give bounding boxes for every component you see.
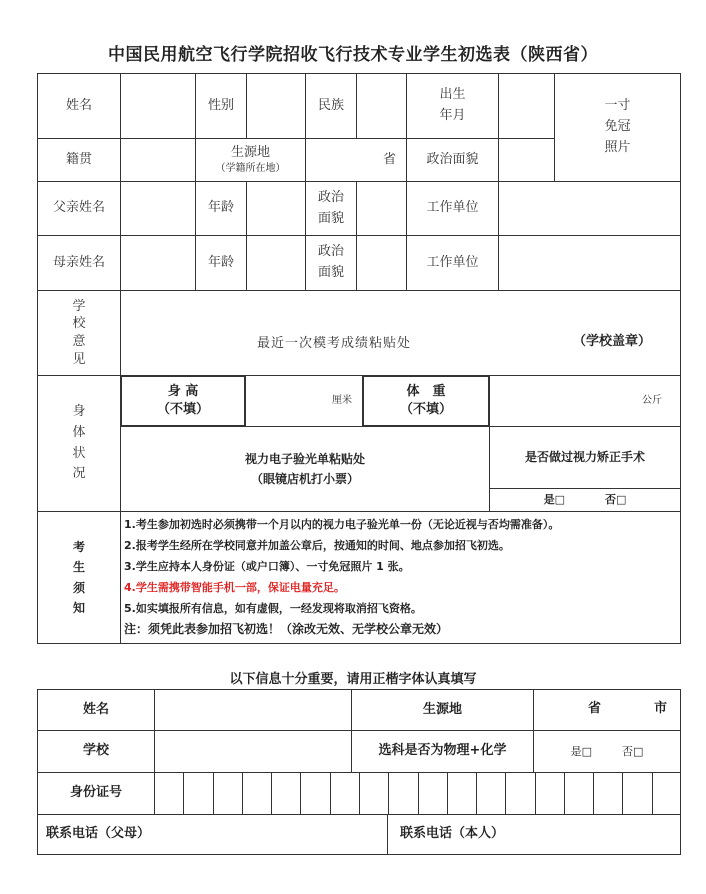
s2-name-input[interactable] [154,689,352,731]
s2-name-label-cell [37,689,155,731]
cm-unit: 厘米 [332,395,352,406]
s2-name-label: 姓名 [82,701,109,717]
id-digit-divider [593,772,594,815]
s2-subject-label: 选科是否为物理+化学 [378,743,507,759]
s2-city: 市 [654,701,668,716]
father-age-label-cell [195,181,247,236]
id-digit-divider [388,772,389,815]
ethnicity-label: 民族 [317,97,344,113]
photo-label-2: 免冠 [604,119,631,135]
mother-political-label-cell [305,235,357,291]
s2-subject-answer[interactable] [533,730,681,773]
id-digit-divider [447,772,448,815]
gender-label-cell [195,73,247,139]
height-input-cell [245,375,363,427]
birth-label-2: 年月 [439,108,466,123]
source-note: （学籍所在地） [215,162,286,174]
id-digit-divider [622,772,623,815]
father-political-input[interactable] [356,181,407,236]
id-digit-divider [476,772,477,815]
mother-political-input[interactable] [356,235,407,291]
mother-age-input[interactable] [246,235,306,291]
notice-label-cell [37,511,121,644]
political-label-cell [406,138,499,182]
notice-item: 2.报考学生经所在学校同意并加盖公章后，按通知的时间、地点参加招飞初选。 [124,539,510,552]
s2-source-input[interactable] [533,689,681,731]
id-digit-divider [535,772,536,815]
father-name-input[interactable] [120,181,196,236]
name-label: 姓名 [65,97,92,113]
name-label-cell [37,73,121,139]
weight-label: 体 重 [406,383,446,399]
source-label: 生源地 [230,145,270,161]
id-digit-divider [300,772,301,815]
school-opinion-area[interactable] [120,290,681,376]
political-label: 政治面貌 [426,151,479,167]
s2-school-label: 学校 [82,743,109,759]
weight-input-cell [489,375,681,427]
surgery-answer-cell[interactable] [489,488,681,512]
section2-subtitle: 以下信息十分重要，请用正楷字体认真填写 [229,672,477,687]
s2-no[interactable]: 否□ [622,744,644,758]
id-digit-divider [359,772,360,815]
id-digit-divider [330,772,331,815]
photo-label-1: 一寸 [604,98,631,114]
notice-item-warning: 4.学生需携带智能手机一部，保证电量充足。 [124,581,345,594]
source-input-cell[interactable] [305,138,407,182]
school-opinion-label-cell [37,290,121,376]
id-digit-divider [564,772,565,815]
s2-parent-phone-label: 联系电话（父母） [46,826,151,842]
s2-source-label: 生源地 [422,701,462,717]
father-work-label: 工作单位 [426,200,479,216]
school-seal-label: （学校盖章） [573,334,652,349]
s2-id-label-cell [37,772,155,815]
mother-work-label-cell [406,235,499,291]
kg-unit: 公斤 [642,395,662,406]
s2-id-label: 身份证号 [69,785,122,801]
native-label: 籍贯 [65,151,92,167]
mother-political-2: 面貌 [317,265,344,280]
father-label: 父亲姓名 [52,200,105,216]
father-label-cell [37,181,121,236]
vision-paste-area[interactable] [120,426,490,512]
school-opinion-char: 校 [72,316,86,332]
birth-input-cell[interactable] [498,73,555,139]
mother-label: 母亲姓名 [52,254,105,270]
surgery-question-cell [489,426,681,489]
id-digit-divider [183,772,184,815]
id-digit-divider [271,772,272,815]
notice-item: 1.考生参加初选时必须携带一个月以内的视力电子验光单一份（无论近视与否均需准备）。 [124,518,560,531]
mother-work-input[interactable] [498,235,681,291]
id-digit-divider [652,772,653,815]
vision-paste-label: 视力电子验光单粘贴处 [244,451,365,466]
notice-char: 知 [72,600,85,615]
school-opinion-char: 学 [72,298,86,314]
notice-list [124,514,680,640]
surgery-question: 是否做过视力矫正手术 [524,450,645,465]
id-digit-divider [418,772,419,815]
notice-item: 5.如实填报所有信息，如有虚假，一经发现将取消招飞资格。 [124,602,422,615]
body-char: 况 [72,466,86,482]
surgery-yes[interactable]: 是□ [543,493,565,507]
body-label-cell [37,375,121,512]
height-label-cell [120,375,246,427]
father-age-label: 年龄 [207,200,234,216]
notice-item: 3.学生应持本人身份证（或户口簿）、一寸免冠照片 1 张。 [124,560,410,573]
notice-footer: 注：须凭此表参加招飞初选！（涂改无效、无学校公章无效） [124,622,449,636]
weight-label-cell [362,375,490,427]
photo-label-3: 照片 [604,139,631,155]
school-opinion-char: 意 [72,334,86,349]
ethnicity-label-cell [305,73,357,139]
s2-self-phone-cell[interactable] [387,814,681,855]
exam-paste-label: 最近一次模考成绩粘贴处 [257,336,412,351]
weight-no-fill: （不填） [399,402,452,417]
father-work-input[interactable] [498,181,681,236]
mother-label-cell [37,235,121,291]
notice-char: 生 [72,560,85,575]
id-digit-divider [213,772,214,815]
province-suffix: 省 [382,151,396,167]
native-input-cell[interactable] [120,138,196,182]
height-label: 身 高 [167,383,199,399]
vision-note: （眼镜店机打小票） [250,472,359,486]
s2-province: 省 [588,701,602,716]
ethnicity-input-cell[interactable] [356,73,407,139]
s2-yes[interactable]: 是□ [570,744,592,758]
mother-political-1: 政治 [317,244,344,260]
s2-parent-phone-cell[interactable] [37,814,388,855]
mother-age-label: 年龄 [207,254,234,270]
father-political-1: 政治 [317,189,344,205]
birth-label-1: 出生 [439,87,466,103]
surgery-no[interactable]: 否□ [605,493,627,507]
s2-subject-label-cell [351,730,534,773]
s2-school-input[interactable] [154,730,352,773]
father-political-label-cell [305,181,357,236]
name-input-cell[interactable] [120,73,196,139]
gender-input-cell[interactable] [246,73,306,139]
id-digit-divider [505,772,506,815]
s2-school-label-cell [37,730,155,773]
photo-cell[interactable] [554,73,681,182]
father-political-2: 面貌 [317,210,344,226]
mother-age-label-cell [195,235,247,291]
id-digit-divider [242,772,243,815]
notice-char: 考 [72,539,85,554]
school-opinion-char: 见 [72,351,86,367]
notice-char: 须 [72,580,85,595]
native-label-cell [37,138,121,182]
form-title: 中国民用航空飞行学院招收飞行技术专业学生初选表（陕西省） [108,45,598,65]
father-work-label-cell [406,181,499,236]
body-char: 体 [72,424,86,440]
s2-source-label-cell [351,689,534,731]
height-no-fill: （不填） [156,402,209,417]
father-age-input[interactable] [246,181,306,236]
political-input-cell[interactable] [498,138,555,182]
mother-work-label: 工作单位 [426,254,479,270]
body-char: 身 [72,403,86,419]
mother-name-input[interactable] [120,235,196,291]
body-char: 状 [72,445,86,461]
gender-label: 性别 [207,97,234,113]
birth-label-cell [406,73,499,139]
source-label-cell [195,138,306,182]
s2-self-phone-label: 联系电话（本人） [400,826,505,842]
